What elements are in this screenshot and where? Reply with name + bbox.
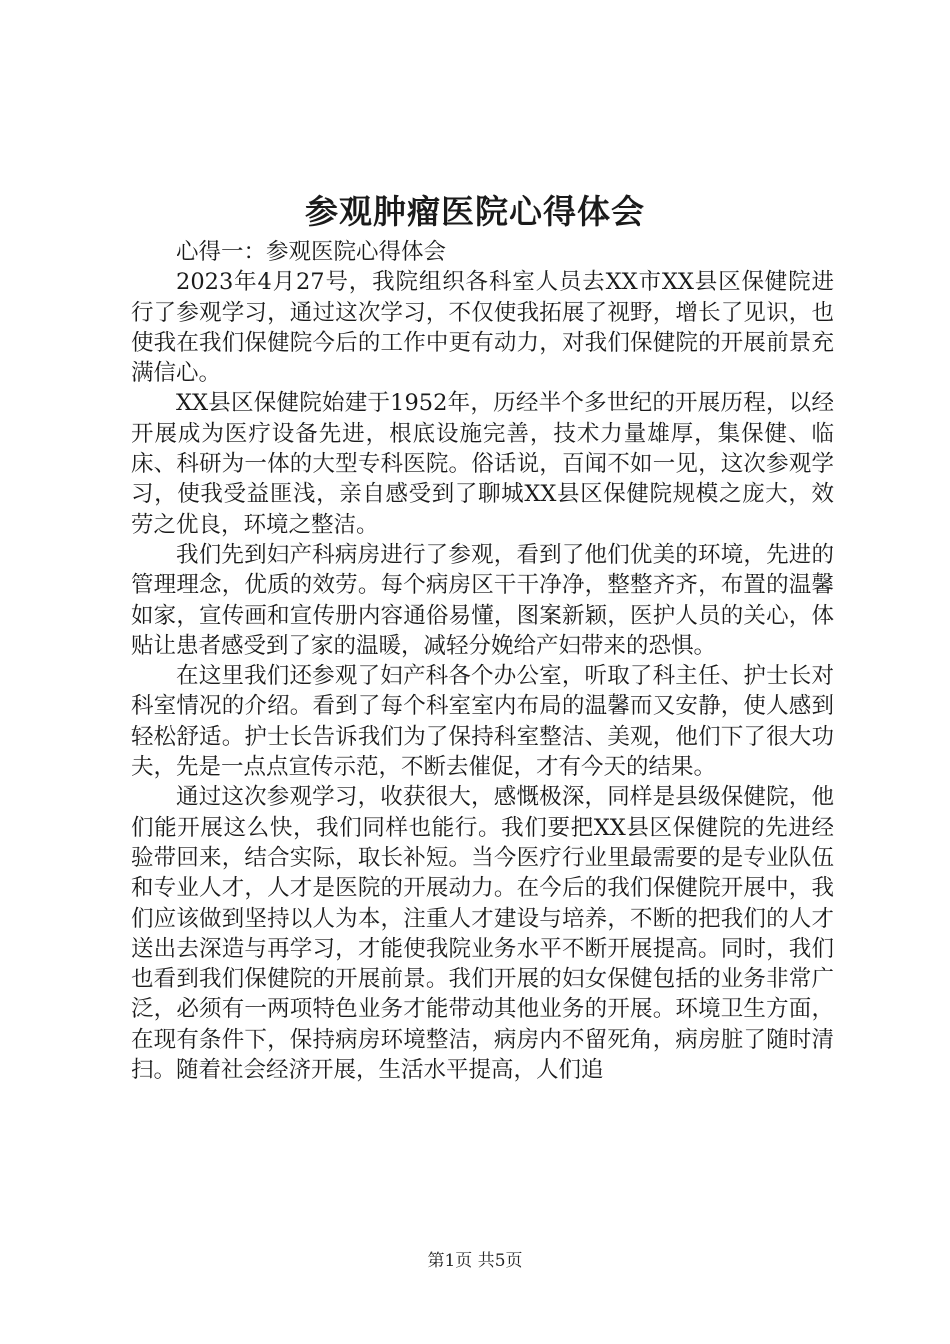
- document-title: 参观肿瘤医院心得体会: [305, 192, 645, 231]
- paragraph: 我们先到妇产科病房进行了参观，看到了他们优美的环境，先进的管理理念，优质的效劳。每个病房区干干净净，整整齐齐，布置的温馨如家，宣传画和宣传册内容通俗易懂，图案新颖，医护人员的关心，体贴让患者感受到了家的温暖，减轻分娩给产妇带来的恐惧。: [131, 541, 834, 659]
- paragraph: 2023年4月27号，我院组织各科室人员去XX市XX县区保健院进行了参观学习，通过这次学习，不仅使我拓展了视野，增长了见识，也使我在我们保健院今后的工作中更有动力，对我们保健院的开展前景充满信心。: [131, 269, 834, 387]
- section-heading: 心得一：参观医院心得体会: [176, 239, 447, 265]
- document-body: [131, 237, 834, 1085]
- page-number-footer: 第1页 共5页: [427, 1251, 523, 1271]
- paragraph: 通过这次参观学习，收获很大，感慨极深，同样是县级保健院，他们能开展这么快，我们同样也能行。我们要把XX县区保健院的先进经验带回来，结合实际，取长补短。当今医疗行业里最需要的是专业队伍和专业人才，人才是医院的开展动力。在今后的我们保健院开展中，我们应该做到坚持以人为本，注重人才建设与培养，不断的把我们的人才送出去深造与再学习，才能使我院业务水平不断开展提高。同时，我们也看到我们保健院的开展前景。我们开展的妇女保健包括的业务非常广泛，必须有一两项特色业务才能带动其他业务的开展。环境卫生方面，在现有条件下，保持病房环境整洁，病房内不留死角，病房脏了随时清扫。随着社会经济开展，生活水平提高，人们追: [131, 784, 834, 1084]
- paragraph: XX县区保健院始建于1952年，历经半个多世纪的开展历程，以经开展成为医疗设备先进，根底设施完善，技术力量雄厚，集保健、临床、科研为一体的大型专科医院。俗话说，百闻不如一见，这次参观学习，使我受益匪浅，亲自感受到了聊城XX县区保健院规模之庞大，效劳之优良，环境之整洁。: [131, 390, 834, 538]
- paragraph: 在这里我们还参观了妇产科各个办公室，听取了科主任、护士长对科室情况的介绍。看到了每个科室室内布局的温馨而又安静，使人感到轻松舒适。护士长告诉我们为了保持科室整洁、美观，他们下了很大功夫，先是一点点宣传示范，不断去催促，才有今天的结果。: [131, 663, 834, 781]
